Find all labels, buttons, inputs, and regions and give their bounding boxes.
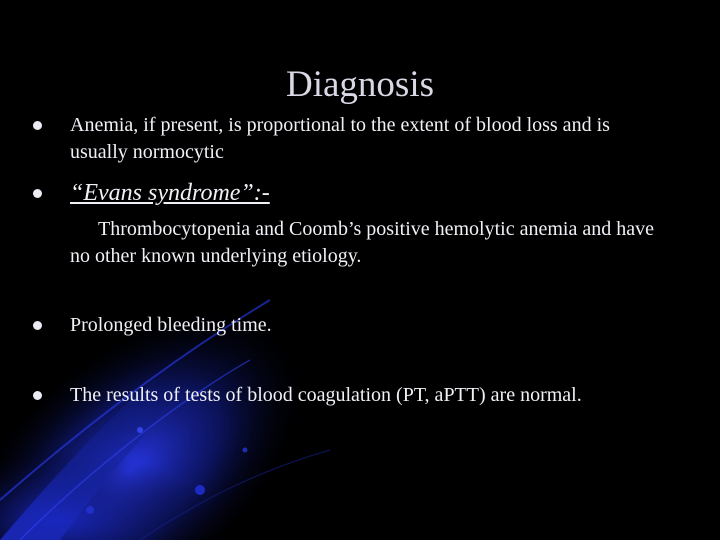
bullet-text: Anemia, if present, is proportional to the extent of blood loss and is usually normocytic <box>70 114 610 163</box>
bullet-detail: Thrombocytopenia and Coomb’s positive hemolytic anemia and have no other known underlying etiology. <box>70 218 654 267</box>
bullet-dot-icon <box>33 391 42 400</box>
slide-title: Diagnosis <box>286 64 434 105</box>
bullet-dot-icon <box>33 189 42 198</box>
bullet-heading: “Evans syndrome”:- <box>70 180 270 206</box>
bullet-dot-icon <box>33 121 42 130</box>
bullet-coagulation <box>70 382 670 409</box>
bullet-text: Prolonged bleeding time. <box>70 314 272 336</box>
bullet-text: The results of tests of blood coagulation (PT, aPTT) are normal. <box>70 384 582 406</box>
bullet-anemia <box>70 112 670 166</box>
bullet-dot-icon <box>33 321 42 330</box>
bullet-evans-syndrome <box>70 178 670 270</box>
bullet-bleeding-time <box>70 312 670 339</box>
